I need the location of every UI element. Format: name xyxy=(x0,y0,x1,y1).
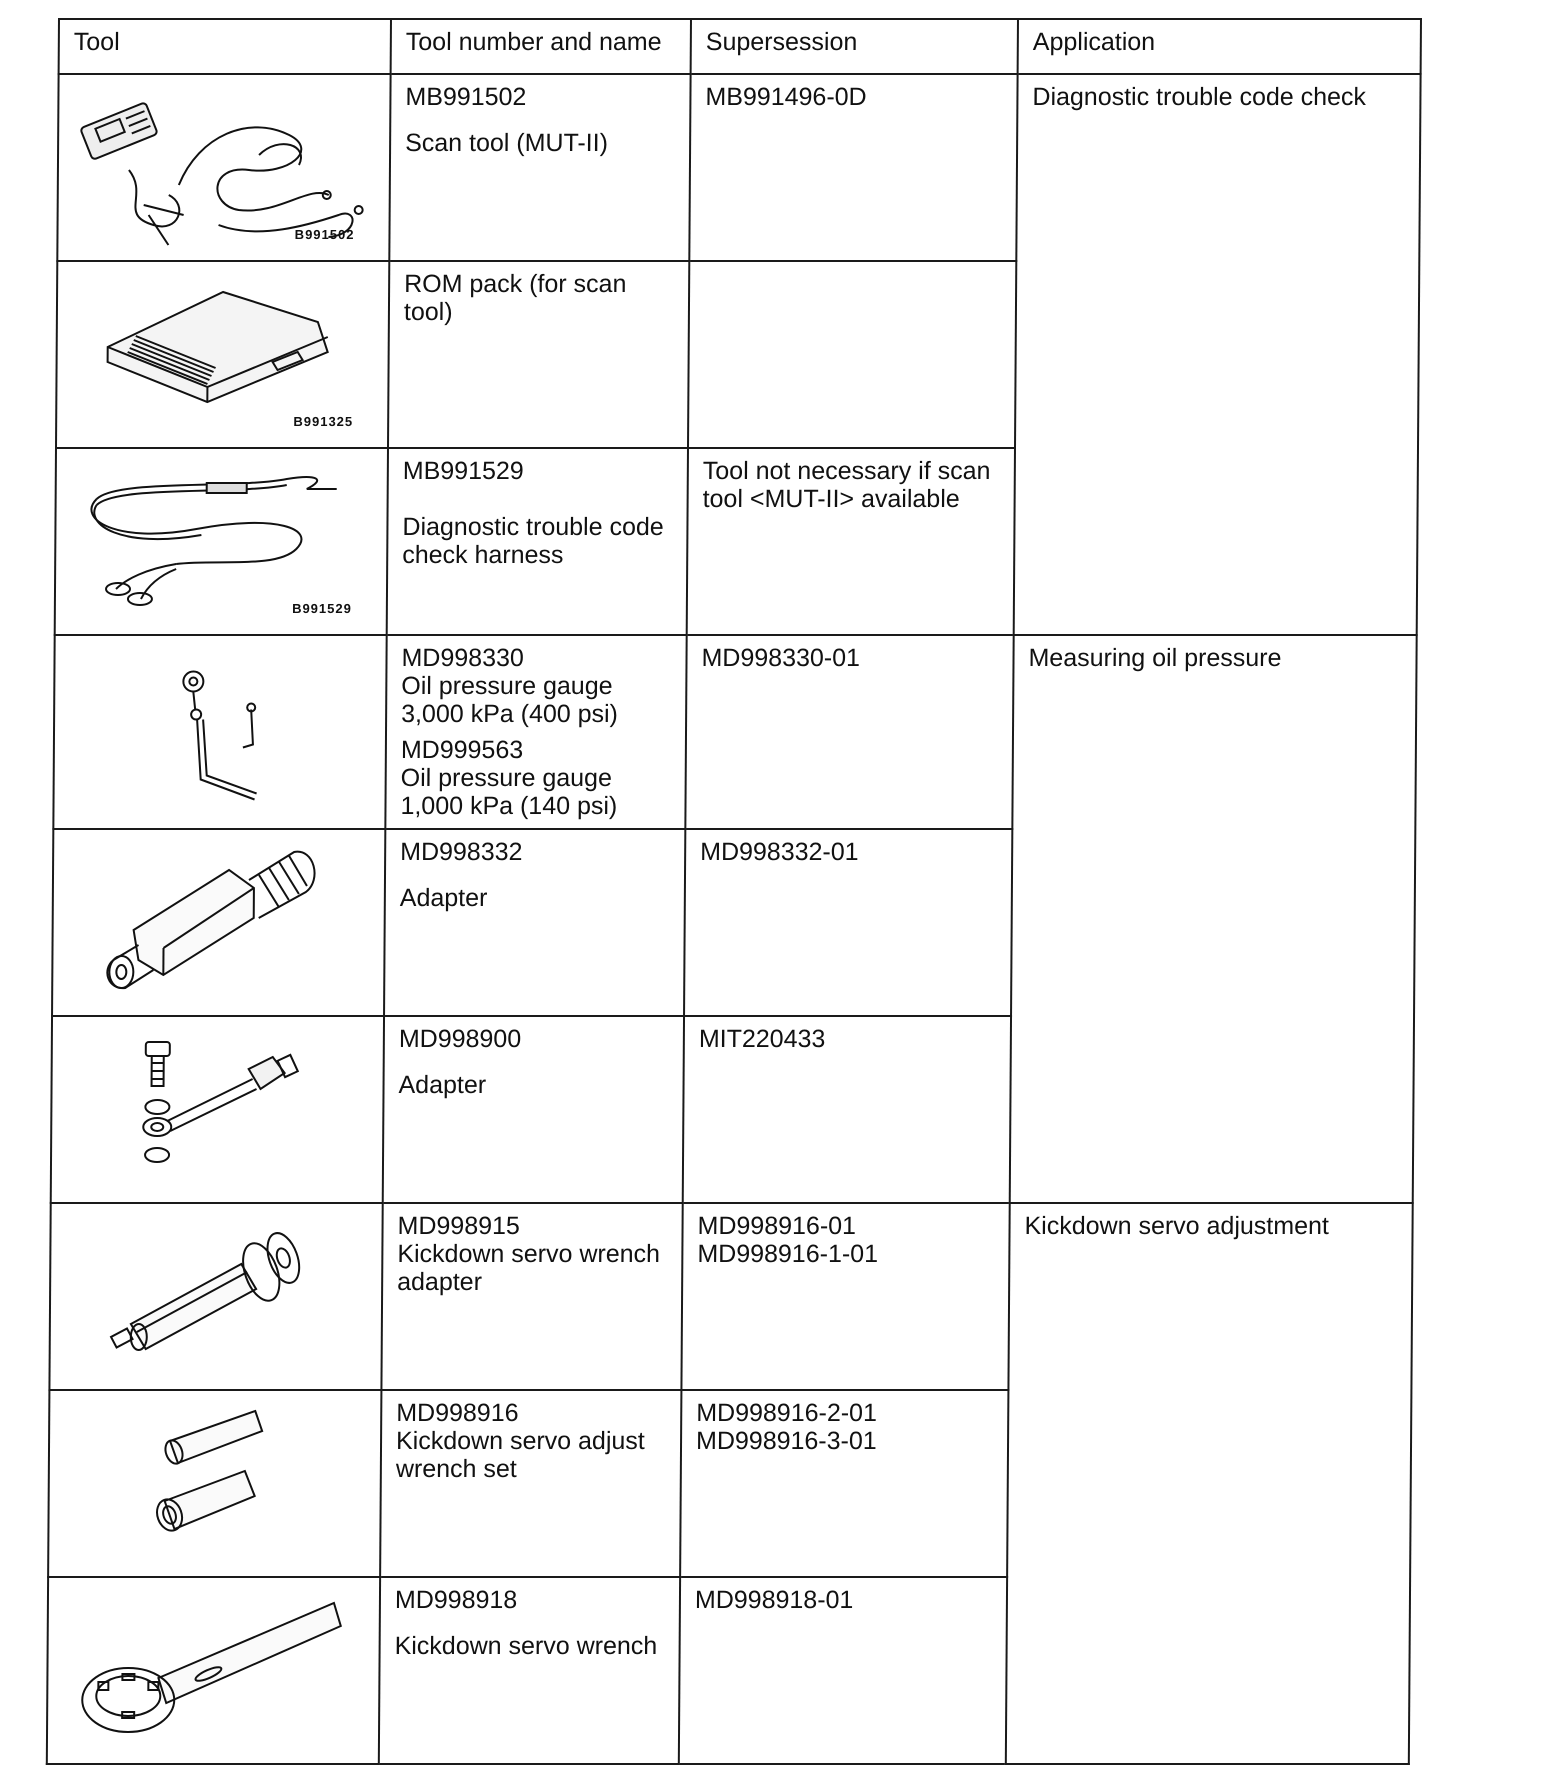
header-application: Application xyxy=(1018,19,1421,74)
header-tool: Tool xyxy=(59,19,391,74)
supersession: MD998916-1-01 xyxy=(697,1240,879,1268)
oil-pressure-gauge-icon xyxy=(54,636,385,828)
image-code: B991502 xyxy=(294,227,355,242)
tool-number: MD998918 xyxy=(394,1586,518,1614)
tool-number: MB991529 xyxy=(402,457,524,485)
tool-number-name-cell xyxy=(383,1016,684,1203)
tool-image-cell xyxy=(56,261,389,448)
tool-image-cell xyxy=(53,635,386,829)
tool-number-name-cell xyxy=(387,448,688,635)
tool-image-cell xyxy=(48,1390,381,1577)
tool-image-cell xyxy=(47,1577,380,1764)
supersession: MD998916-2-01 xyxy=(696,1399,878,1427)
image-code: B991325 xyxy=(293,414,354,429)
tool-number-name-cell xyxy=(381,1203,682,1390)
supersession-cell xyxy=(680,1390,1008,1577)
tool-image-cell xyxy=(49,1203,382,1390)
tool-name: Kickdown servo wrench adapter xyxy=(397,1240,661,1296)
table-row xyxy=(49,1203,1412,1390)
application-cell xyxy=(1006,1203,1413,1764)
supersession: MD998916-3-01 xyxy=(695,1427,877,1455)
application-cell xyxy=(1014,74,1421,635)
application: Kickdown servo adjustment xyxy=(1024,1212,1329,1240)
tool-number-name-cell xyxy=(384,829,685,1016)
tool-image-cell xyxy=(57,74,390,261)
tool-image-cell xyxy=(52,829,385,1016)
tool-number-name-cell xyxy=(388,261,689,448)
tool-number: MD998330 xyxy=(401,644,524,672)
application: Measuring oil pressure xyxy=(1028,644,1282,672)
supersession-cell xyxy=(684,829,1012,1016)
servo-wrench-icon xyxy=(48,1578,379,1763)
supersession-cell xyxy=(689,74,1017,261)
tool-number-name-cell xyxy=(389,74,690,261)
wrench-adapter-icon xyxy=(50,1204,381,1389)
tool-number-name-cell xyxy=(380,1390,681,1577)
tool-name: Adapter xyxy=(399,884,488,912)
tool-name: Diagnostic trouble code check harness xyxy=(402,513,664,569)
header-tool-number-name: Tool number and name xyxy=(391,19,691,74)
tool-number: MB991502 xyxy=(405,83,527,111)
header-row xyxy=(59,19,1421,74)
supersession-cell xyxy=(681,1203,1009,1390)
supersession: MD998918-01 xyxy=(694,1586,854,1614)
supersession: MD998332-01 xyxy=(700,838,859,866)
tool-name: Adapter xyxy=(398,1071,487,1099)
tool-number-name-cell xyxy=(385,635,686,829)
supersession: MD998916-01 xyxy=(697,1212,857,1240)
supersession: MIT220433 xyxy=(698,1025,826,1053)
supersession-cell xyxy=(683,1016,1011,1203)
supersession: MD998330-01 xyxy=(701,644,861,672)
header-supersession: Supersession xyxy=(691,19,1018,74)
tool-number: MD998332 xyxy=(400,838,523,866)
image-code: B991529 xyxy=(292,601,352,616)
tool-name: Kickdown servo adjust wrench set xyxy=(395,1427,645,1483)
table-row xyxy=(53,635,1416,829)
supersession-cell xyxy=(685,635,1013,829)
wrench-set-icon xyxy=(49,1391,380,1576)
table-row xyxy=(57,74,1420,261)
application-cell xyxy=(1010,635,1417,1203)
adapter-icon xyxy=(53,830,384,1015)
tool-number: MD999563 xyxy=(400,736,524,764)
tool-image-cell xyxy=(51,1016,384,1203)
special-tools-table xyxy=(46,18,1422,1765)
tool-number: MD998900 xyxy=(398,1025,522,1053)
supersession-cell xyxy=(679,1577,1007,1764)
tool-name: Oil pressure gauge 1,000 kPa (140 psi) xyxy=(400,764,618,820)
tool-name: Kickdown servo wrench xyxy=(394,1632,658,1660)
supersession: MB991496-0D xyxy=(705,83,867,111)
adapter-hose-icon xyxy=(52,1017,383,1202)
tool-name: Scan tool (MUT-II) xyxy=(405,129,609,157)
tool-number: MD998915 xyxy=(397,1212,520,1240)
supersession-cell xyxy=(687,448,1015,635)
tool-name: ROM pack (for scan tool) xyxy=(403,270,627,326)
application: Diagnostic trouble code check xyxy=(1032,83,1367,111)
supersession: Tool not necessary if scan tool <MUT-II> available xyxy=(702,457,991,513)
tool-number-name-cell xyxy=(379,1577,680,1764)
tool-image-cell xyxy=(55,448,388,635)
tool-name: Oil pressure gauge 3,000 kPa (400 psi) xyxy=(401,672,619,728)
supersession-cell xyxy=(688,261,1016,448)
tool-number: MD998916 xyxy=(396,1399,519,1427)
